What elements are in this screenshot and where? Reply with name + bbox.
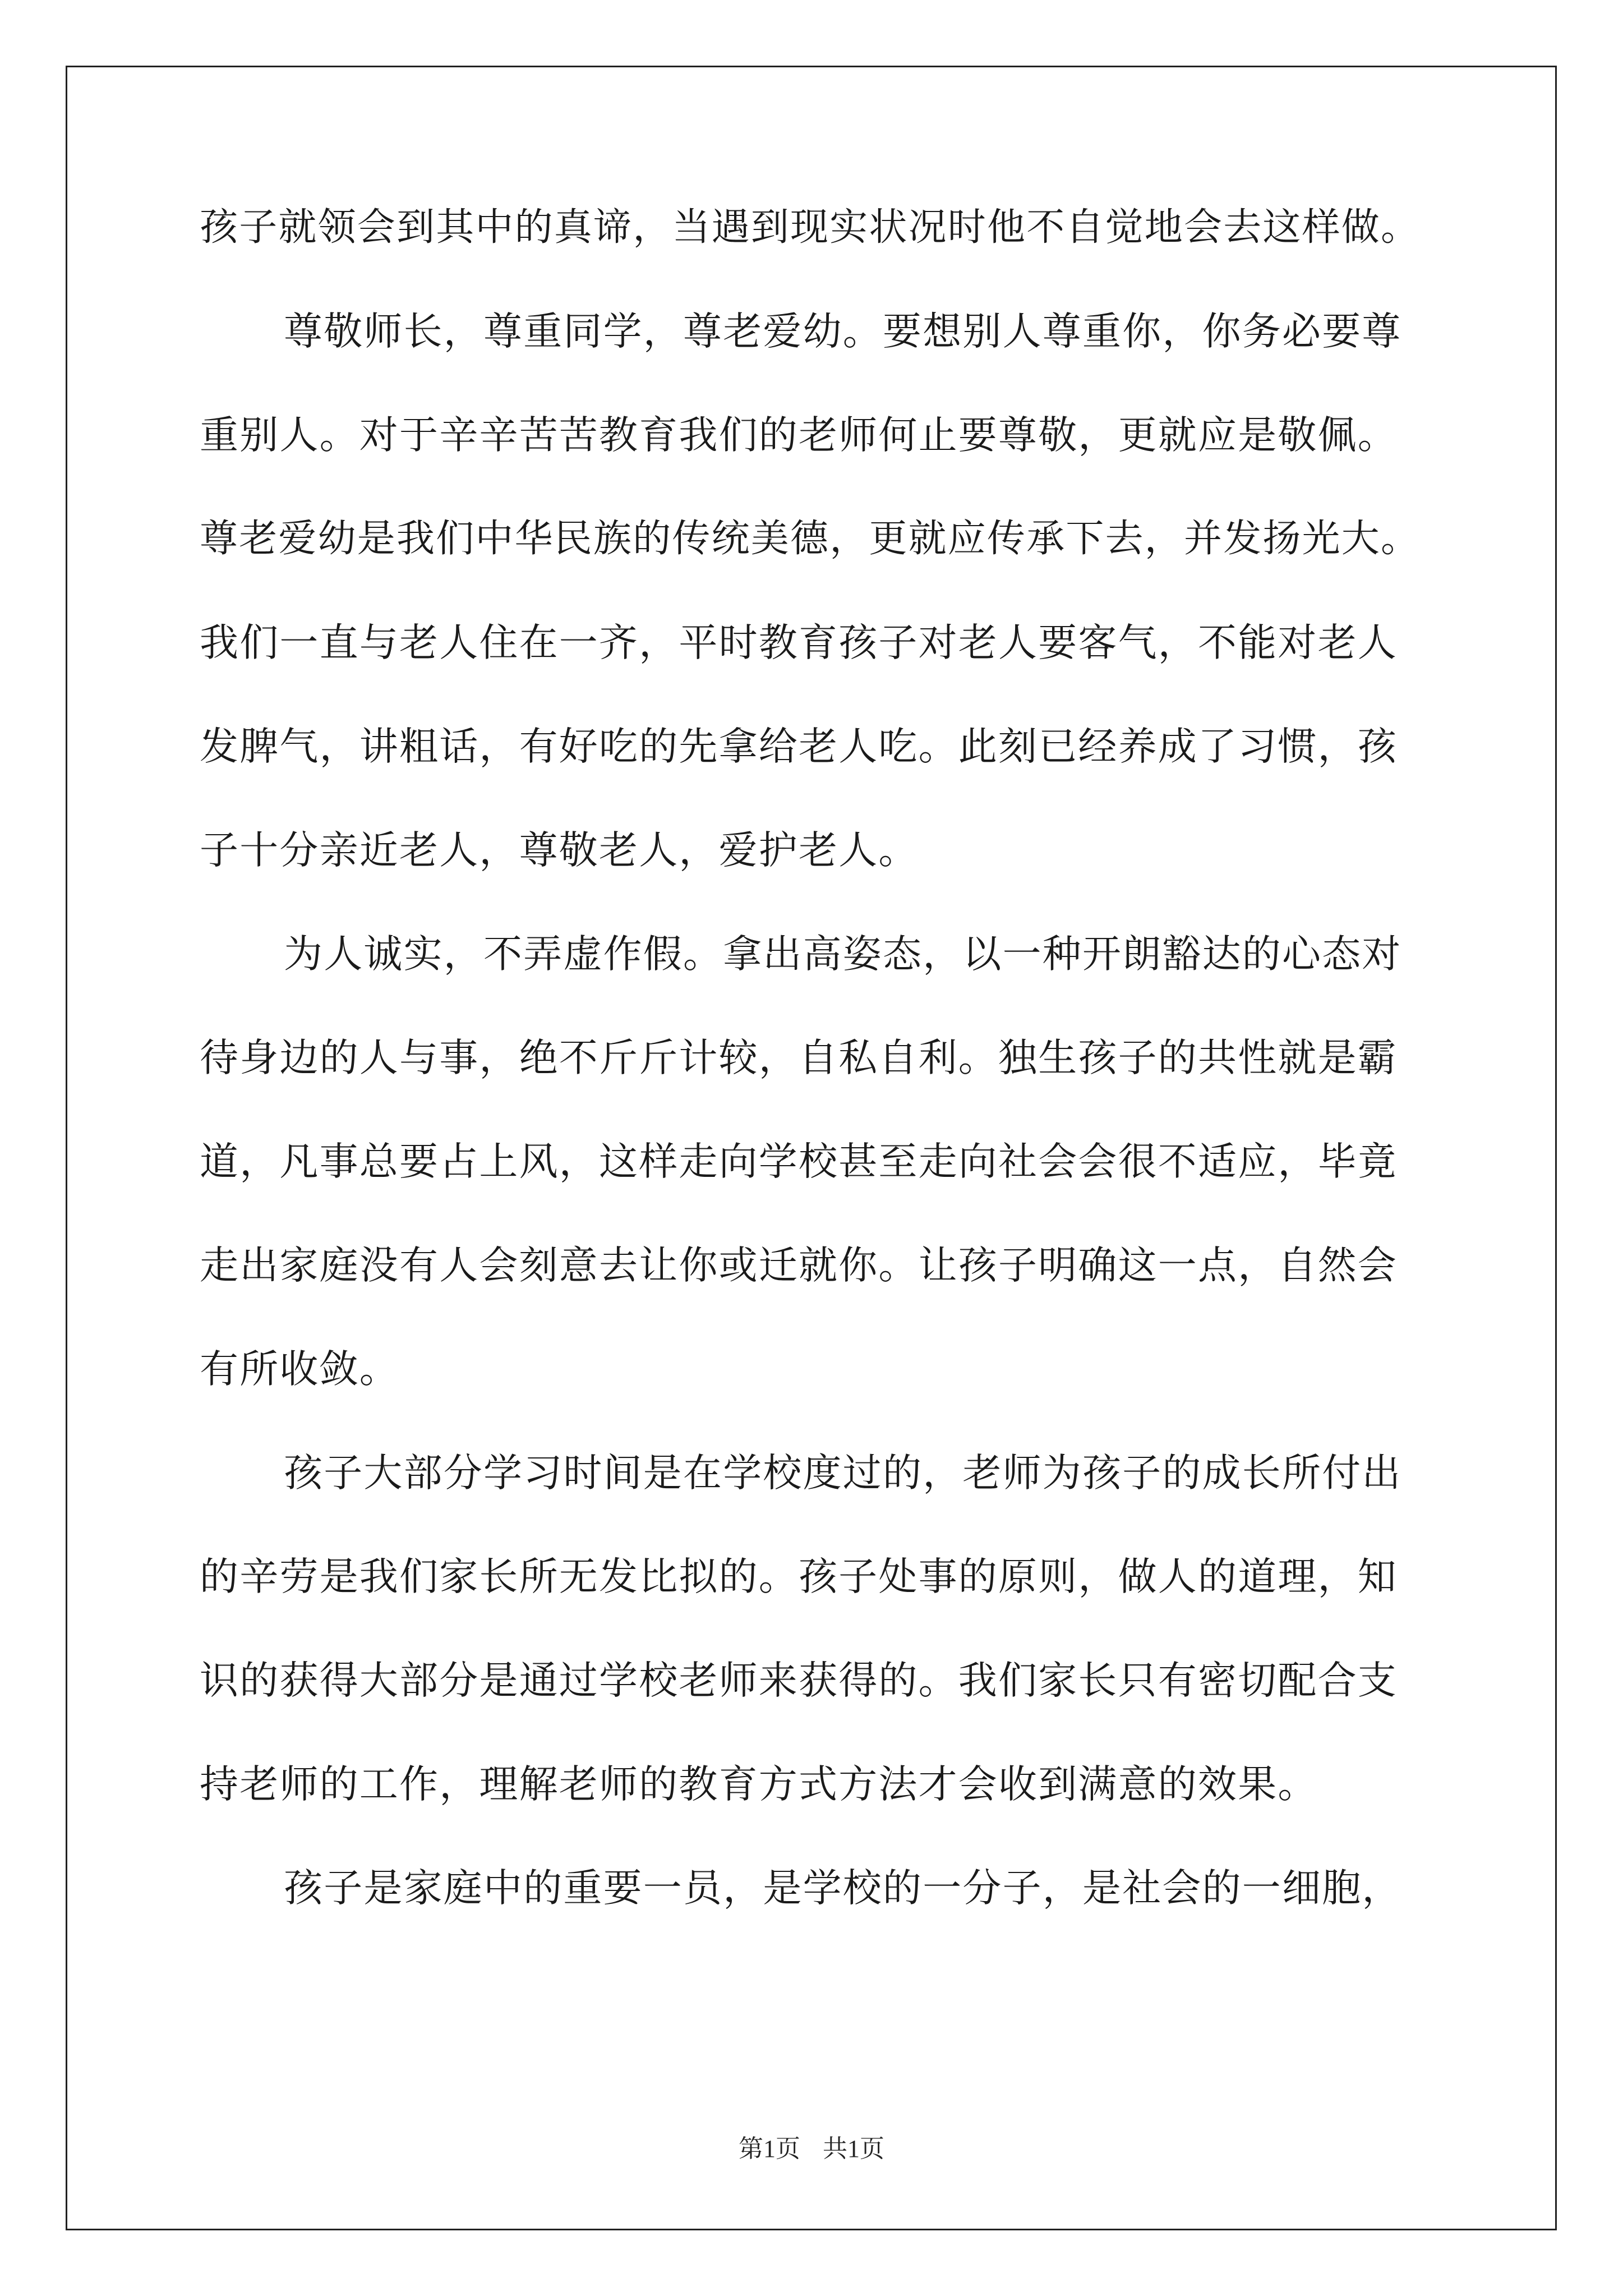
text-line: 走出家庭没有人会刻意去让你或迁就你。让孩子明确这一点，自然会 <box>200 1243 1398 1288</box>
text-line: 道，凡事总要占上风，这样走向学校甚至走向社会会很不适应，毕竟 <box>200 1139 1398 1184</box>
text-line: 的辛劳是我们家长所无发比拟的。孩子处事的原则，做人的道理，知 <box>200 1554 1398 1599</box>
text-line: 持老师的工作，理解老师的教育方式方法才会收到满意的效果。 <box>200 1762 1318 1807</box>
text-line: 孩子就领会到其中的真谛，当遇到现实状况时他不自觉地会去这样做。 <box>200 205 1421 250</box>
text-line: 有所收敛。 <box>200 1347 399 1392</box>
page-footer <box>0 2135 1623 2163</box>
text-line: 待身边的人与事，绝不斤斤计较，自私自利。独生孩子的共性就是霸 <box>200 1036 1398 1080</box>
text-line: 我们一直与老人住在一齐，平时教育孩子对老人要客气，不能对老人 <box>200 620 1398 665</box>
document-body <box>200 205 1425 1972</box>
page-number: 第1页 <box>739 2135 800 2162</box>
text-line: 重别人。对于辛辛苦苦教育我们的老师何止要尊敬，更就应是敬佩。 <box>200 413 1398 458</box>
page-total: 共1页 <box>823 2135 884 2162</box>
text-line: 尊老爱幼是我们中华民族的传统美德，更就应传承下去，并发扬光大。 <box>200 517 1421 561</box>
text-line: 子十分亲近老人，尊敬老人，爱护老人。 <box>200 828 919 873</box>
text-line: 尊敬师长，尊重同学，尊老爱幼。要想别人尊重你，你务必要尊 <box>284 309 1402 354</box>
text-line: 发脾气，讲粗话，有好吃的先拿给老人吃。此刻已经养成了习惯，孩 <box>200 724 1398 769</box>
text-line: 为人诚实，不弄虚作假。拿出高姿态，以一种开朗豁达的心态对 <box>284 932 1402 977</box>
text-line: 孩子大部分学习时间是在学校度过的，老师为孩子的成长所付出 <box>284 1451 1402 1496</box>
text-line: 孩子是家庭中的重要一员，是学校的一分子，是社会的一细胞， <box>284 1866 1402 1911</box>
text-line: 识的获得大部分是通过学校老师来获得的。我们家长只有密切配合支 <box>200 1658 1398 1703</box>
